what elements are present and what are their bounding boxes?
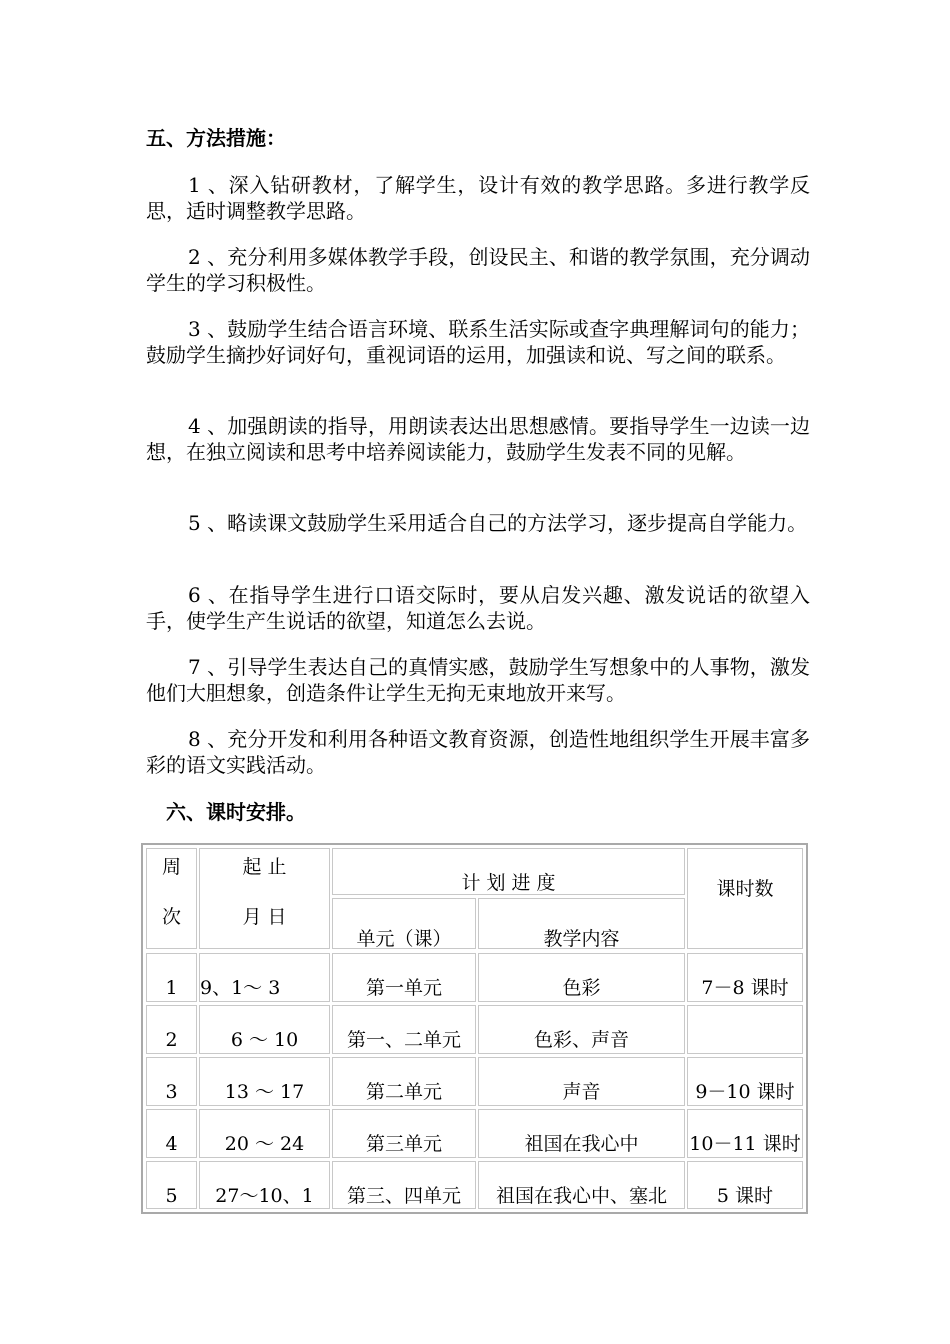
schedule-table xyxy=(141,843,808,1214)
paragraph-1: 1 、深入钻研教材，了解学生，设计有效的教学思路。多进行教学反思，适时调整教学思路。 xyxy=(146,173,810,223)
table-row-2-dates: 6 ～ 10 xyxy=(199,1005,330,1054)
table-row-3-content: 声音 xyxy=(478,1057,685,1106)
table-row-2-hours xyxy=(687,1005,803,1054)
table-row-3-dates: 13 ～ 17 xyxy=(199,1057,330,1106)
table-row-2-week: 2 xyxy=(146,1005,197,1054)
header-hours xyxy=(687,848,803,949)
table-row-4-week: 4 xyxy=(146,1109,197,1158)
table-row-1-dates: 9、1～ 3 xyxy=(199,953,330,1002)
header-week-line1: 周 xyxy=(161,856,181,878)
header-content xyxy=(478,898,685,949)
table-row-4-unit: 第三单元 xyxy=(332,1109,476,1158)
paragraph-6: 6 、在指导学生进行口语交际时，要从启发兴趣、激发说话的欲望入手，使学生产生说话的欲望，知道怎么去说。 xyxy=(146,583,810,633)
header-week xyxy=(146,848,197,949)
table-row-1-week: 1 xyxy=(146,953,197,1002)
header-dates-line2: 月 日 xyxy=(242,906,287,928)
header-hours-label: 课时数 xyxy=(716,878,774,900)
table-row-1-content: 色彩 xyxy=(478,953,685,1002)
table-row-4-hours: 10－11 课时 xyxy=(687,1109,803,1158)
table-row-1-unit: 第一单元 xyxy=(332,953,476,1002)
table-row-5-dates: 27～10、1 xyxy=(199,1161,330,1209)
table-row-2-unit: 第一、二单元 xyxy=(332,1005,476,1054)
header-plan xyxy=(332,848,685,895)
table-row-4-dates: 20 ～ 24 xyxy=(199,1109,330,1158)
header-dates-line1: 起 止 xyxy=(242,856,287,878)
header-dates xyxy=(199,848,330,949)
table-row-5-week: 5 xyxy=(146,1161,197,1209)
paragraph-4: 4 、加强朗读的指导，用朗读表达出思想感情。要指导学生一边读一边想，在独立阅读和思考中培养阅读能力，鼓励学生发表不同的见解。 xyxy=(146,414,810,464)
header-week-line2: 次 xyxy=(161,906,181,928)
section-heading-methods: 五、方法措施： xyxy=(146,126,286,150)
table-row-2-content: 色彩、声音 xyxy=(478,1005,685,1054)
table-row-5-hours: 5 课时 xyxy=(687,1161,803,1209)
section-heading-schedule: 六、课时安排。 xyxy=(166,800,306,824)
header-plan-label: 计 划 进 度 xyxy=(461,872,556,894)
paragraph-5: 5 、略读课文鼓励学生采用适合自己的方法学习，逐步提高自学能力。 xyxy=(188,511,808,535)
table-row-3-unit: 第二单元 xyxy=(332,1057,476,1106)
header-content-label: 教学内容 xyxy=(543,928,620,949)
paragraph-7: 7 、引导学生表达自己的真情实感，鼓励学生写想象中的人事物，激发他们大胆想象，创造条件让学生无拘无束地放开来写。 xyxy=(146,655,810,705)
header-unit-label: 单元（课） xyxy=(356,928,452,949)
table-row-4-content: 祖国在我心中 xyxy=(478,1109,685,1158)
table-row-3-hours: 9－10 课时 xyxy=(687,1057,803,1106)
paragraph-3: 3 、鼓励学生结合语言环境、联系生活实际或查字典理解词句的能力；鼓励学生摘抄好词好句，重视词语的运用，加强读和说、写之间的联系。 xyxy=(146,317,810,367)
paragraph-8: 8 、充分开发和利用各种语文教育资源，创造性地组织学生开展丰富多彩的语文实践活动。 xyxy=(146,727,810,777)
table-row-3-week: 3 xyxy=(146,1057,197,1106)
table-row-1-hours: 7－8 课时 xyxy=(687,953,803,1002)
table-row-5-unit: 第三、四单元 xyxy=(332,1161,476,1209)
paragraph-2: 2 、充分利用多媒体教学手段，创设民主、和谐的教学氛围，充分调动学生的学习积极性。 xyxy=(146,245,810,295)
header-unit xyxy=(332,898,476,949)
table-row-5-content: 祖国在我心中、塞北 xyxy=(478,1161,685,1209)
